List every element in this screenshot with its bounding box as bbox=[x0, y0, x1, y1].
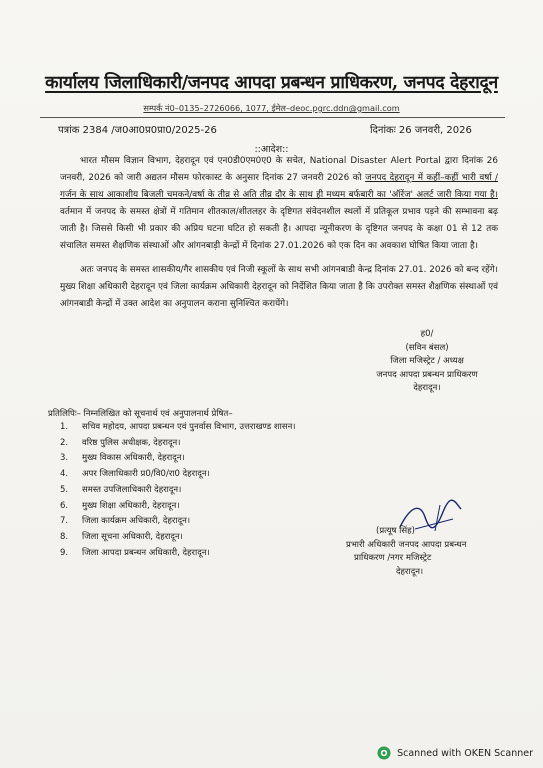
contact-line: सम्पर्क नं0–0135–2726066, 1077, ईमेल–deoc.pgrc.ddn@gmail.com bbox=[143, 103, 400, 113]
list-item: 7. जिला कार्यक्रम अधिकारी, देहरादून। bbox=[60, 516, 191, 527]
scanner-label: Scanned with OKEN Scanner bbox=[397, 747, 533, 759]
signatory-1-block bbox=[352, 328, 502, 396]
signatory-1-place: देहरादून। bbox=[413, 383, 441, 393]
signatory-1-designation: जिला मजिस्ट्रेट / अध्यक्ष bbox=[390, 356, 464, 366]
order-paragraph-1 bbox=[60, 153, 498, 255]
office-title: कार्यालय जिलाधिकारी/जनपद आपदा प्रबन्धन प्राधिकरण, जनपद देहरादून bbox=[45, 73, 498, 93]
signatory-2-name: (प्रत्यूष सिंह) bbox=[376, 526, 415, 536]
signatory-2-authority: प्राधिकरण /नगर मजिस्ट्रेट bbox=[354, 553, 432, 563]
list-item: 8. जिला सूचना अधिकारी, देहरादून। bbox=[60, 531, 183, 542]
copy-to-list bbox=[60, 420, 296, 561]
letter-date: दिनांकः 26 जनवरी, 2026 bbox=[370, 125, 472, 136]
list-item: 9. जिला आपदा प्रबन्धन अधिकारी, देहरादून। bbox=[60, 547, 210, 558]
list-item: 5. समस्त उपजिलाधिकारी देहरादून। bbox=[60, 484, 182, 495]
signatory-2-block bbox=[346, 525, 511, 579]
header-divider bbox=[40, 117, 505, 118]
list-item: 6. मुख्य शिक्षा अधिकारी, देहरादून। bbox=[60, 500, 180, 511]
para1-part-c: वर्तमान में जनपद के समस्त क्षेत्रों में गतिमान शीतकाल/शीतलहर के दृष्टिगत संवेदनशील स्थलों में प्रतिकूल प्रभाव पड़ने की सम्भावना बढ़ जाती है। जिससे किसी भी प्रकार की अप्रिय घटना घटित हो सकती है। आपदा न्यूनीकरण के दृष्टिगत जनपद के कक्षा 01 से 12 तक संचालित समस्त शैक्षणिक संस्थाओं और आंगनबाड़ी केन्द्रों में दिनांक 27.01.2026 को एक दिन का अवकाश घोषित किया जाता है। bbox=[60, 207, 498, 251]
para1-alert-text: जनपद देहरादून में कहीं–कहीं भारी वर्षा /गर्जन के साथ आकाशीय बिजली चमकने/वर्षा के तीव्र से अति तीव्र दौर के साथ ही मध्यम बर्फबारी का 'ऑरेंज' अलर्ट जारी किया गया है। bbox=[60, 173, 498, 200]
letter-number: पत्रांक 2384 /ज0आ0प्र0प्रा0/2025-26 bbox=[58, 125, 217, 136]
para1-part-a: भारत मौसम विज्ञान विभाग, देहरादून एवं एन0डी0एम0ए0 के सचेत, National Disaster Alert Portal द्वारा दिनांक 26 जनवरी, 2026 को जारी अद्यतन मौसम फोरकास्ट के अनुसार दिनांक 27 जनवरी 2026 को bbox=[60, 156, 498, 183]
list-item: 2. वरिष्ठ पुलिस अधीक्षक, देहरादून। bbox=[60, 437, 181, 448]
list-item: 4. अपर जिलाधिकारी प्र0/वि0/रा0 देहरादून। bbox=[60, 469, 210, 480]
order-heading: ::आदेश:: bbox=[254, 144, 289, 155]
signatory-2-designation: प्रभारी अधिकारी जनपद आपदा प्रबन्धन bbox=[346, 539, 467, 550]
signatory-1-authority: जनपद आपदा प्रबन्धन प्राधिकरण bbox=[376, 369, 478, 380]
list-item: 3. मुख्य विकास अधिकारी, देहरादून। bbox=[60, 453, 185, 464]
list-item: 1. सचिव महोदय, आपदा प्रबन्धन एवं पुनर्वास विभाग, उत्तराखण्ड शासन। bbox=[60, 422, 296, 432]
signatory-2-place: देहरादून। bbox=[396, 566, 424, 577]
copy-to-heading: प्रतिलिपिः– निम्नलिखित को सूचनार्थ एवं अनुपालनार्थ प्रेषित– bbox=[48, 409, 233, 419]
scanner-watermark bbox=[377, 746, 533, 760]
signatory-1-name: (सविन बंसल) bbox=[405, 342, 449, 353]
sign-mark: ह0/ bbox=[420, 329, 434, 339]
order-paragraph-2: अतः जनपद के समस्त शासकीय/गैर शासकीय एवं निजी स्कूलों के साथ सभी आंगनबाडी केन्द्र दिनांक 27.01. 2026 को बन्द रहेंगे। मुख्य शिक्षा अधिकारी देहरादून एवं जिला कार्यक्रम अधिकारी देहरादून को निर्देशित किया जाता है कि उपरोक्त समस्त शैक्षणिक संस्थाओं एवं आंगनबाडी केन्द्रों में उक्त आदेश का अनुपालन कराना सुनिश्चित करायेंगे। bbox=[60, 265, 498, 309]
scanner-logo-icon bbox=[377, 746, 391, 760]
